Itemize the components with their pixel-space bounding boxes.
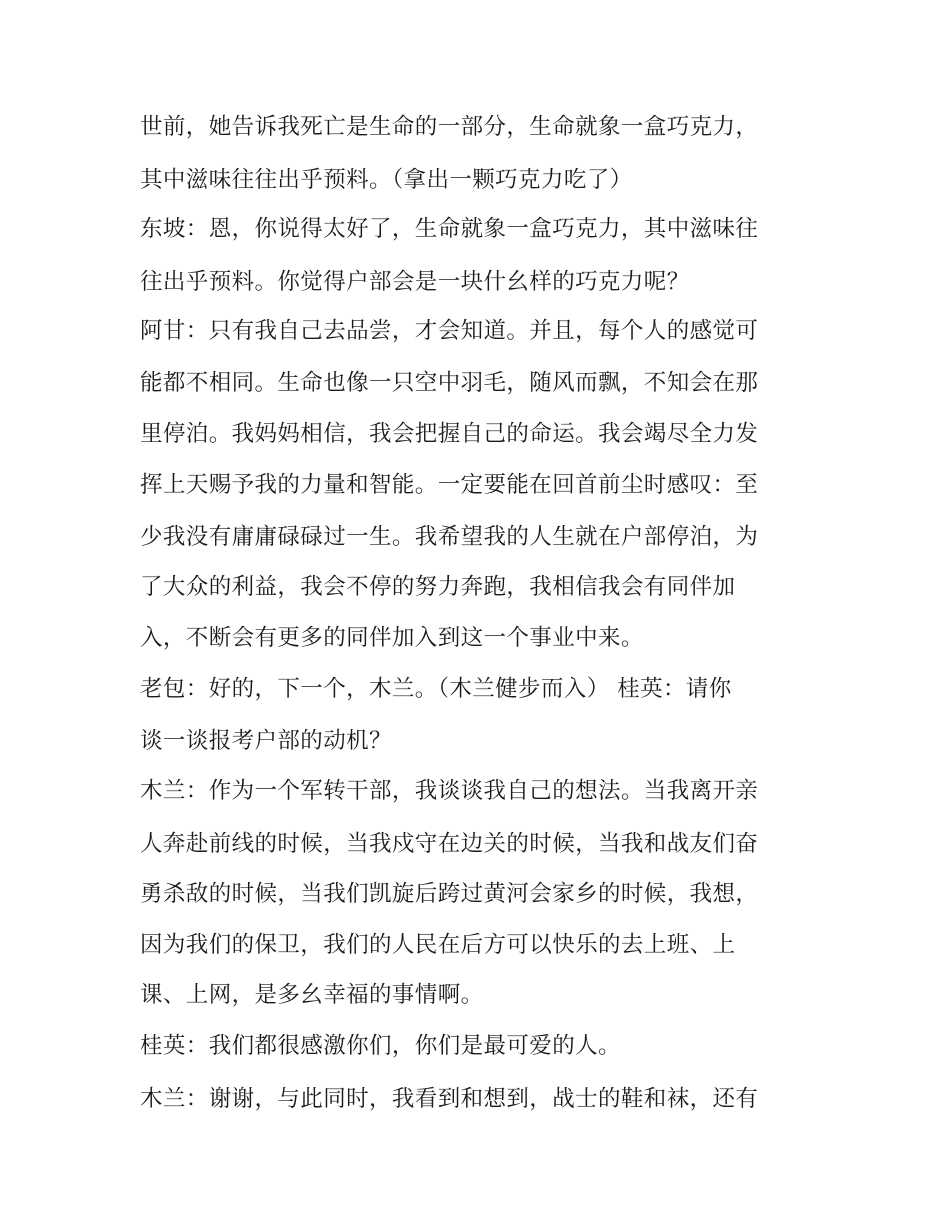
text-line: 木兰：作为一个军转干部，我谈谈我自己的想法。当我离开亲 [140, 778, 759, 804]
text-line: 里停泊。我妈妈相信，我会把握自己的命运。我会竭尽全力发 [140, 421, 759, 447]
text-line: 阿甘：只有我自己去品尝，才会知道。并且，每个人的感觉可 [140, 318, 759, 344]
text-line: 入，不断会有更多的同伴加入到这一个事业中来。 [140, 625, 644, 651]
text-line: 木兰：谢谢，与此同时，我看到和想到，战士的鞋和袜，还有 [140, 1086, 759, 1112]
text-line: 勇杀敌的时候，当我们凯旋后跨过黄河会家乡的时候，我想， [140, 881, 759, 907]
text-line: 桂英：我们都很感激你们，你们是最可爱的人。 [140, 1033, 621, 1059]
text-line: 世前，她告诉我死亡是生命的一部分，生命就象一盒巧克力， [140, 114, 759, 140]
text-line: 了大众的利益，我会不停的努力奔跑，我相信我会有同伴加 [140, 574, 736, 600]
text-line: 其中滋味往往出乎预料。（拿出一颗巧克力吃了） [140, 167, 633, 193]
text-line: 少我没有庸庸碌碌过一生。我希望我的人生就在户部停泊，为 [140, 524, 759, 550]
text-line: 人奔赴前线的时候，当我戍守在边关的时候，当我和战友们奋 [140, 831, 759, 857]
text-line: 课、上网，是多幺幸福的事情啊。 [140, 982, 484, 1008]
text-line: 谈一谈报考户部的动机？ [140, 728, 392, 754]
text-line: 老包：好的，下一个，木兰。（木兰健步而入） 桂英：请你 [140, 676, 732, 702]
text-line: 挥上天赐予我的力量和智能。一定要能在回首前尘时感叹：至 [140, 472, 759, 498]
text-line: 能都不相同。生命也像一只空中羽毛，随风而飘，不知会在那 [140, 370, 759, 396]
text-line: 往出乎预料。你觉得户部会是一块什幺样的巧克力呢？ [140, 269, 690, 295]
text-line: 东坡：恩，你说得太好了，生命就象一盒巧克力，其中滋味往 [140, 216, 759, 242]
text-line: 因为我们的保卫，我们的人民在后方可以快乐的去上班、上 [140, 932, 736, 958]
